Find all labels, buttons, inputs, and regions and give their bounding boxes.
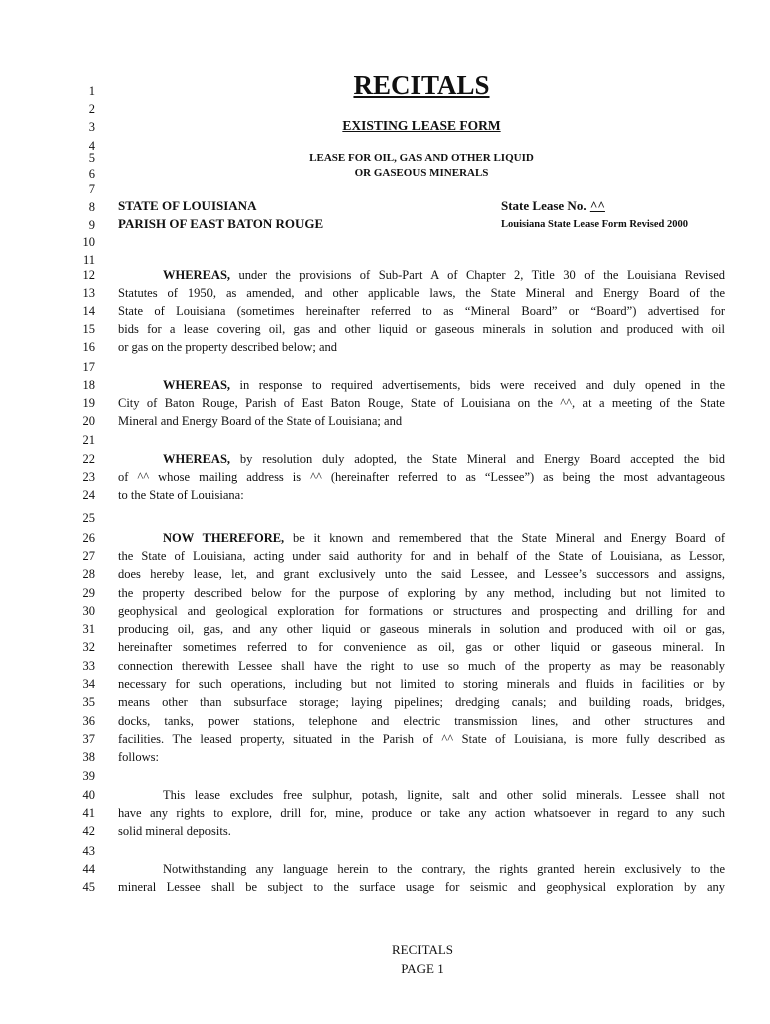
state-label: STATE OF LOUISIANA — [118, 198, 257, 213]
line-number: 31 — [82, 622, 95, 636]
p4-line-2: the State of Louisiana, acting under said authority for and in behalf of the State of Louisiana, as Lessor, — [118, 549, 725, 563]
parish-label: PARISH OF EAST BATON ROUGE — [118, 216, 324, 231]
p4-line-1: NOW THEREFORE, be it known and remembered that the State Mineral and Energy Board of — [163, 531, 725, 545]
p4-line-7: hereinafter sometimes referred to for convenience as oil, gas or other liquid or gaseous mineral. In — [118, 640, 725, 654]
line-number: 45 — [82, 880, 95, 894]
p3-line-3: to the State of Louisiana: — [118, 488, 244, 502]
footer-title: RECITALS — [391, 942, 454, 957]
line-number: 15 — [82, 322, 95, 336]
line-number: 32 — [82, 640, 95, 654]
p1-line-3: State of Louisiana (sometimes hereinafter referred to as “Mineral Board” or “Board”) advertised for — [118, 304, 725, 318]
p2-line-1: WHEREAS, in response to required advertisements, bids were received and duly opened in the — [163, 378, 725, 392]
p6-line-1: Notwithstanding any language herein to the contrary, the rights granted herein exclusively to the — [163, 862, 725, 876]
lease-heading-line-1: LEASE FOR OIL, GAS AND OTHER LIQUID — [309, 152, 534, 164]
line-number: 1 — [88, 84, 95, 98]
line-number: 17 — [82, 360, 95, 374]
line-number: 22 — [82, 452, 95, 466]
p1-line-1: WHEREAS, under the provisions of Sub-Part A of Chapter 2, Title 30 of the Louisiana Revised — [163, 268, 725, 282]
line-number: 33 — [82, 659, 95, 673]
p4-lead: NOW THEREFORE, — [163, 531, 285, 545]
line-number: 27 — [82, 549, 95, 563]
line-number: 4 — [88, 139, 95, 153]
line-number: 26 — [82, 531, 95, 545]
state-lease-number-label: State Lease No. — [501, 198, 590, 213]
line-number: 25 — [82, 511, 95, 525]
p2-line-3: Mineral and Energy Board of the State of Louisiana; and — [118, 414, 403, 428]
line-number: 28 — [82, 567, 95, 581]
line-number: 36 — [82, 714, 95, 728]
line-number: 5 — [88, 151, 95, 165]
line-number: 34 — [82, 677, 95, 691]
line-number: 37 — [82, 732, 95, 746]
line-number: 19 — [82, 396, 95, 410]
p2-lead: WHEREAS, — [163, 378, 231, 392]
p1-line-2: Statutes of 1950, as amended, and other applicable laws, the State Mineral and Energy Board of the — [118, 286, 725, 300]
p5-line-1: This lease excludes free sulphur, potash, lignite, salt and other solid minerals. Lessee shall not — [163, 788, 725, 802]
line-number: 9 — [88, 218, 95, 232]
p4-line-8: connection therewith Lessee shall have the right to use so much of the property as may be reasonably — [118, 659, 725, 673]
state-lease-number — [501, 197, 605, 215]
line-number: 8 — [88, 200, 95, 214]
line-number: 38 — [82, 750, 95, 764]
line-number: 24 — [82, 488, 95, 502]
line-number: 41 — [82, 806, 95, 820]
p4-line-4: the property described below for the purpose of exploring by any method, including but not limited to — [118, 586, 725, 600]
p4-line-13: follows: — [118, 750, 159, 764]
p1-lead: WHEREAS, — [163, 268, 231, 282]
line-number: 35 — [82, 695, 95, 709]
state-lease-number-value: ^^ — [589, 198, 605, 213]
line-number: 21 — [82, 433, 95, 447]
form-revised-note: Louisiana State Lease Form Revised 2000 — [501, 219, 688, 230]
page-title: RECITALS — [353, 70, 490, 100]
p5-line-2: have any rights to explore, drill for, mine, produce or take any action whatsoever in regard to any such — [118, 806, 725, 820]
line-number: 42 — [82, 824, 95, 838]
line-number: 20 — [82, 414, 95, 428]
p4-line-6: producing oil, gas, and any other liquid or gaseous minerals in solution and produced with oil or gas, — [118, 622, 725, 636]
p6-line-2: mineral Lessee shall be subject to the surface usage for seismic and geophysical exploration by any — [118, 880, 725, 894]
line-number: 29 — [82, 586, 95, 600]
p4-line-11: docks, tanks, power stations, telephone and electric transmission lines, and other structures and — [118, 714, 725, 728]
p1-line-5: or gas on the property described below; and — [118, 340, 338, 354]
subtitle: EXISTING LEASE FORM — [342, 118, 501, 133]
line-number: 39 — [82, 769, 95, 783]
line-number: 14 — [82, 304, 95, 318]
line-number: 2 — [88, 102, 95, 116]
p5-line-3: solid mineral deposits. — [118, 824, 231, 838]
p3-line-2: of ^^ whose mailing address is ^^ (hereinafter referred to as “Lessee”) as being the most advantageous — [118, 470, 725, 484]
line-number: 10 — [82, 235, 95, 249]
line-number: 18 — [82, 378, 95, 392]
line-number: 30 — [82, 604, 95, 618]
line-number: 13 — [82, 286, 95, 300]
line-number: 40 — [82, 788, 95, 802]
p4-line-5: geophysical and geological exploration for formations or structures and prospecting and drilling for and — [118, 604, 725, 618]
line-number: 44 — [82, 862, 95, 876]
p3-line-1: WHEREAS, by resolution duly adopted, the State Mineral and Energy Board accepted the bid — [163, 452, 725, 466]
line-number: 11 — [82, 253, 95, 267]
line-number: 6 — [88, 167, 95, 181]
p3-lead: WHEREAS, — [163, 452, 231, 466]
line-number: 23 — [82, 470, 95, 484]
line-number: 43 — [82, 844, 95, 858]
line-number: 7 — [88, 182, 95, 196]
lease-heading-line-2: OR GASEOUS MINERALS — [354, 167, 489, 179]
p4-line-3: does hereby lease, let, and grant exclusively unto the said Lessee, and Lessee’s successors and assigns, — [118, 567, 725, 581]
line-number: 16 — [82, 340, 95, 354]
p2-line-2: City of Baton Rouge, Parish of East Baton Rouge, State of Louisiana on the ^^, at a meeting of the State — [118, 396, 725, 410]
line-number: 12 — [82, 268, 95, 282]
p1-line-4: bids for a lease covering oil, gas and other liquid or gaseous minerals in solution and produced with oil — [118, 322, 725, 336]
p4-line-12: facilities. The leased property, situated in the Parish of ^^ State of Louisiana, is more fully described as — [118, 732, 725, 746]
line-number: 3 — [88, 120, 95, 134]
p4-line-9: necessary for such operations, including but not limited to storing minerals and fluids in facilities or by — [118, 677, 725, 691]
footer-page-number: PAGE 1 — [401, 961, 444, 976]
p4-line-10: means other than subsurface storage; laying pipelines; dredging canals; and building roads, bridges, — [118, 695, 725, 709]
